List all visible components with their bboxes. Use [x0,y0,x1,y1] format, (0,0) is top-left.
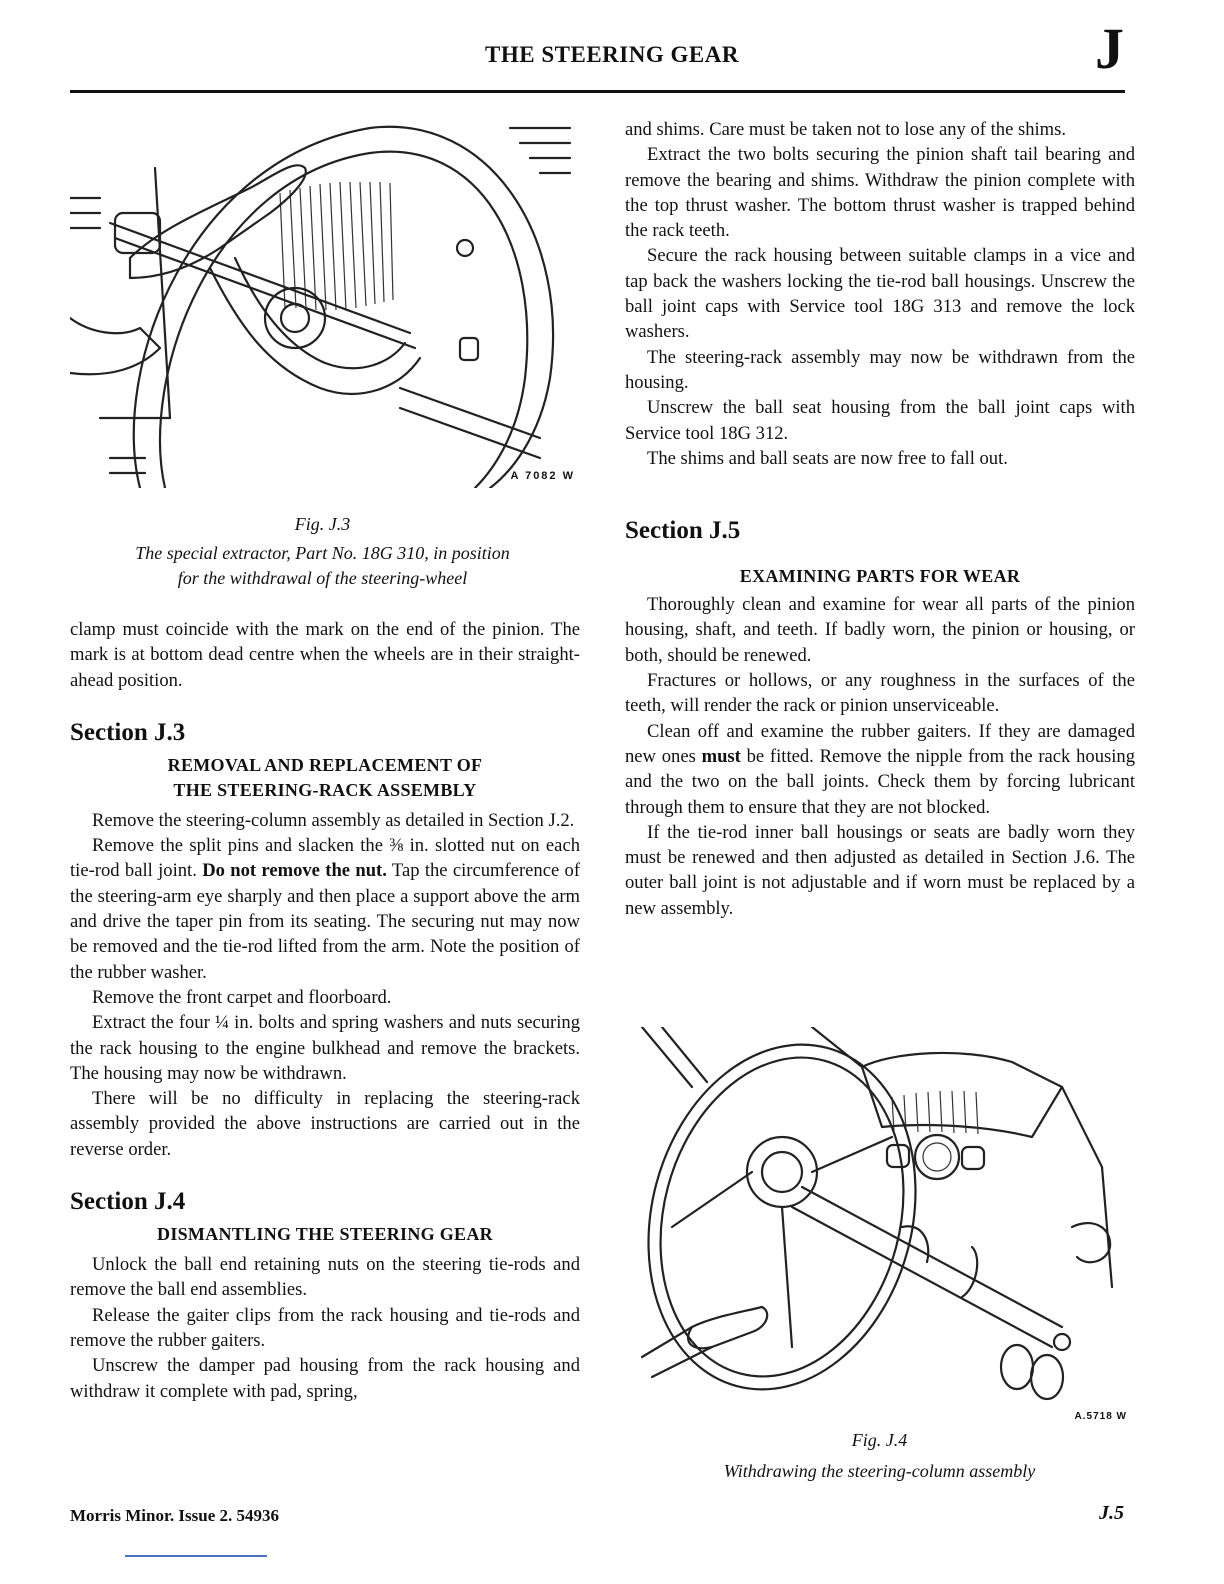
section-heading: Section J.4 [70,1188,186,1216]
page-title: THE STEERING GEAR [485,42,739,67]
figure-label: Fig. J.4 [851,1430,908,1450]
paragraph: Unscrew the damper pad housing from the rack housing and withdraw it complete with pad, spring, [70,1355,580,1402]
sub-heading: EXAMINING PARTS FOR WEAR [739,566,1021,587]
header-rule [70,90,1125,93]
paragraph: Remove the split pins and slacken the ⅜ in. slotted nut on each tie-rod ball joint. Do not remove the nut. Tap the circumference of the steering-arm eye sharply and then place a support above the arm and drive the taper pin from its seating. The securing nut may now be removed and the tie-rod lifted from the arm. Note the position of the rubber washer. [70,835,581,983]
figure-caption: Withdrawing the steering-column assembly [723,1461,1036,1481]
paragraph: Secure the rack housing between suitable clamps in a vice and tap back the washers locking the tie-rod ball housings. Unscrew the ball joint caps with Service tool 18G 313 and remove the lock washers. [625,245,1135,343]
figure-j4 [632,1027,1127,1422]
footer-divider [125,1555,267,1557]
paragraph: Remove the steering-column assembly as detailed in Section J.2. [92,809,575,831]
paragraph: Clean off and examine the rubber gaiters. If they are damaged new ones must be fitted. Remove the nipple from the rack housing and the two on the ball joints. Check them by forcing lubricant through them to ensure that they are not blocked. [625,720,1135,818]
paragraph: clamp must coincide with the mark on the end of the pinion. The mark is at bottom dead centre when the wheels are in their straight-ahead position. [70,619,580,691]
figure-caption: for the withdrawal of the steering-wheel [177,568,468,588]
figure-j3 [70,118,575,488]
paragraph: Extract the two bolts securing the pinion shaft tail bearing and remove the bearing and shims. Withdraw the pinion complete with the top thrust washer. The bottom thrust washer is trapped behind the rack teeth. [625,144,1135,242]
chapter-letter: J [1095,16,1124,81]
paragraph: The steering-rack assembly may now be withdrawn from the housing. [625,346,1135,393]
paragraph: Remove the front carpet and floorboard. [92,986,392,1008]
paragraph: The shims and ball seats are now free to fall out. [647,447,1008,469]
sub-heading: DISMANTLING THE STEERING GEAR [157,1224,493,1245]
left-column [70,617,580,1404]
paragraph: Fractures or hollows, or any roughness in the surfaces of the teeth, will render the rack or pinion unserviceable. [625,670,1135,717]
paragraph: If the tie-rod inner ball housings or seats are badly worn they must be renewed and then adjusted as detailed in Section J.6. The outer ball joint is not adjustable and if worn must be replaced by a new assembly. [625,821,1135,919]
section-heading: Section J.3 [70,718,186,746]
paragraph: Thoroughly clean and examine for wear all parts of the pinion housing, shaft, and teeth. If badly worn, the pinion or housing, or both, should be renewed. [625,594,1135,666]
figure-code: A.5718 W [1074,1411,1127,1422]
page-number: J.5 [1099,1502,1124,1524]
steering-column-withdrawal-illustration [632,1027,1127,1422]
paragraph: Extract the four ¼ in. bolts and spring washers and nuts securing the rack housing to the engine bulkhead and remove the brackets. The housing may now be withdrawn. [70,1012,580,1084]
paragraph: Release the gaiter clips from the rack housing and tie-rods and remove the rubber gaiters. [70,1304,580,1351]
sub-heading: REMOVAL AND REPLACEMENT OF [167,754,483,775]
section-heading: Section J.5 [625,517,741,545]
footer-issue: Morris Minor. Issue 2. 54936 [70,1506,280,1525]
paragraph: There will be no difficulty in replacing the steering-rack assembly provided the above instructions are carried out in the reverse order. [70,1088,580,1160]
steering-wheel-extractor-illustration [70,118,575,488]
paragraph: and shims. Care must be taken not to lose any of the shims. [625,119,1067,140]
figure-label: Fig. J.3 [294,514,351,534]
paragraph: Unscrew the ball seat housing from the ball joint caps with Service tool 18G 312. [625,397,1135,444]
sub-heading: THE STEERING-RACK ASSEMBLY [173,779,477,800]
figure-code: A 7082 W [510,470,575,482]
paragraph: Unlock the ball end retaining nuts on the steering tie-rods and remove the ball end assemblies. [70,1254,580,1301]
right-column [625,117,1135,921]
figure-caption: The special extractor, Part No. 18G 310, in position [135,543,510,563]
